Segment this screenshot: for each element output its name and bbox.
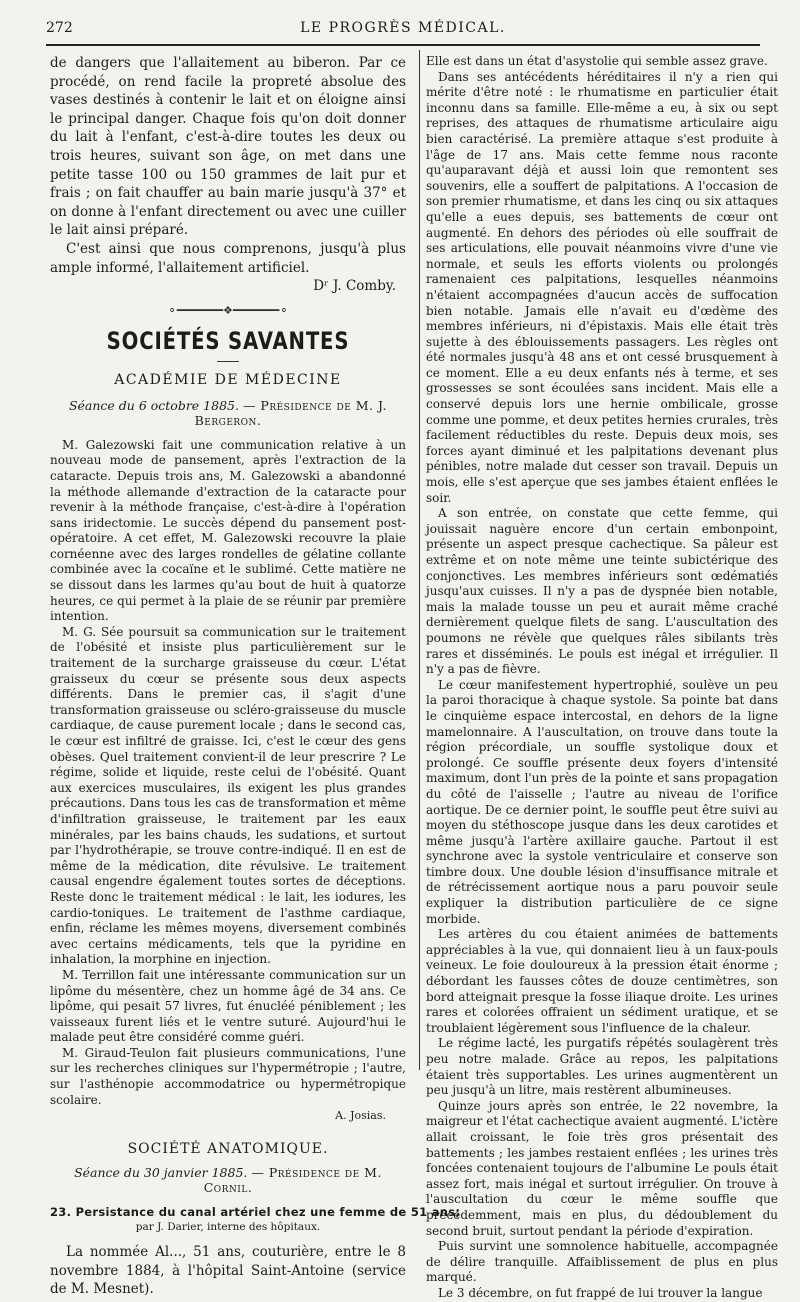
society-session bbox=[50, 1165, 406, 1195]
society-session-date: Séance du 30 janvier 1885. bbox=[74, 1165, 248, 1181]
intro-paragraph-2: C'est ainsi que nous comprenons, jusqu'à plus ample informé, l'allaitement artificiel. bbox=[50, 240, 406, 276]
society-title: SOCIÉTÉ ANATOMIQUE. bbox=[127, 1141, 329, 1158]
right-paragraph-9: Le 3 décembre, on fut frappé de lui trouver la langue bbox=[438, 1285, 763, 1300]
paragraph-see: M. G. Sée poursuit sa communication sur le traitement de l'obésité et insiste plus particulièrement sur le traitement de la surcharge graisseuse du cœur. L'état graisseux du cœur se présente sous deux aspects différents. Dans le premier cas, il s'agit d'une transformation graisseuse ou scléro-graisseuse du muscle cardiaque, de cause purement locale ; dans le second cas, le cœur est infiltré de graisse. Ici, c'est le cœur des gens obèses. Quel traitement convient-il de leur prescrire ? Le régime, solide et liquide, reste celui de l'obésité. Quant aux exercices musculaires, ils exigent les plus grandes précautions. Dans tous les cas de transformation et même d'infiltration graisseuse, le traitement par les eaux minérales, par les bains chauds, les sudations, et surtout par l'hydrothérapie, se trouve contre-indiqué. Il en est de même de la médication, dite révulsive. Le traitement causal engendre également toutes sortes de déceptions. Reste donc le traitement médical : le lait, les iodures, les cardio-toniques. Le traitement de l'asthme cardiaque, enfin, réclame les mêmes moyens, diversement combinés avec certains médicaments, tels que la pyridine en inhalation, la morphine en injection. bbox=[50, 624, 406, 967]
page-header bbox=[46, 18, 760, 46]
right-paragraph-3: A son entrée, on constate que cette femme, qui jouissait naguère encore d'un certain embonpoint, présente un aspect presque cachectique. Sa pâleur est extrême et on note même une teinte subictérique des conjonctives. Les membres inférieurs sont œdématiés jusqu'aux cuisses. Il n'y a pas de dyspnée bien notable, mais la malade tousse un peu et aurait même craché dernièrement quelque filets de sang. L'auscultation des poumons ne révèle que quelques râles sibilants très rares et disséminés. Le pouls est inégal et irrégulier. Il n'y a pas de fièvre. bbox=[426, 506, 778, 677]
academy-session-presidency: — Présidence de M. J. Bergeron. bbox=[194, 397, 388, 428]
right-paragraph-5: Les artères du cou étaient animées de battements appréciables à la vue, qui donnaient lieu à un faux-pouls veineux. Le foie douloureux à la pression était énorme ; débordant les fausses côtes de douze centimètres, son bord atteignait presque la fosse iliaque droite. Les urines rares et colorées offraient un sédiment uratique, et se troublaient légèrement sous l'influence de la chaleur. bbox=[426, 927, 778, 1035]
right-paragraph-1: Elle est dans un état d'asystolie qui semble assez grave. bbox=[426, 54, 768, 68]
josias-signature: A. Josias. bbox=[335, 1109, 386, 1123]
academy-session bbox=[50, 398, 406, 428]
academy-title: ACADÉMIE DE MÉDECINE bbox=[114, 371, 342, 388]
right-paragraph-8: Puis survint une somnolence habituelle, accompagnée de délire tranquille. Affaiblissement de plus en plus marqué. bbox=[426, 1239, 778, 1285]
right-paragraph-2: Dans ses antécédents héréditaires il n'y a rien qui mérite d'être noté : le rhumatisme en particulier était inconnu dans sa famille. Elle-même a eu, à six ou sept reprises, des attaques de rhumatisme articulaire aigu bien caractérisé. La première attaque s'est produite à l'âge de 17 ans. Mais cette femme nous raconte qu'auparavant déjà et aussi loin que remontent ses souvenirs, elle a souffert de palpitations. A l'occasion de son premier rhumatisme, et dans les cinq ou six attaques qu'elle a eues depuis, ses battements de cœur ont augmenté. En dehors des périodes où elle souffrait de ses articulations, elle pouvait néanmoins vivre d'une vie normale, et seuls les efforts violents ou prolongés ramenaient ces palpitations, lesquelles néanmoins n'étaient accompagnées d'aucun accès de suffocation bien notable. Jamais elle n'avait eu d'œdème des membres inférieurs, ni d'épistaxis. Mais elle était très sujette à des éblouissements passagers. Les règles ont été normales jusqu'à 48 ans et ont cessé brusquement à ce moment. Elle a eu deux enfants nés à terme, et ses grossesses se sont écoulées sans incident. Mais elle a conservé depuis lors une hernie ombilicale, grosse comme une pomme, et deux petites hernies crurales, très facilement réductibles du reste. Depuis deux mois, ses forces ayant diminué et les palpitations devenant plus pénibles, notre malade dut cesser son travail. Depuis un mois, elle s'est aperçue que ses jambes étaient enflées le soir. bbox=[426, 69, 778, 505]
intro-signature-row bbox=[50, 277, 406, 296]
paragraph-galezowski: M. Galezowski fait une communication relative à un nouveau mode de pansement, après l'extraction de la cataracte. Depuis trois ans, M. Galezowski a abandonné la méthode allemande d'extraction de la cataracte pour revenir à la méthode française, c'est-à-dire à l'opération sans iridectomie. Le succès dépend du pansement post-opératoire. A cet effet, M. Galezowski recouvre la plaie cornéenne avec des larges rondelles de gélatine collante combinée avec la cocaïne et le sublimé. Cette matière ne se dissout dans les larmes qu'au bout de huit à quatorze heures, ce qui permet à la plaie de se réunir par première intention. bbox=[50, 437, 406, 624]
article-byline: par J. Darier, interne des hôpitaux. bbox=[135, 1221, 321, 1234]
article-title: 23. Persistance du canal artériel chez une femme de 51 ans; bbox=[50, 1205, 461, 1220]
article-opening-paragraph: La nommée Al..., 51 ans, couturière, entre le 8 novembre 1884, à l'hôpital Saint-Antoine (service de M. Mesnet). bbox=[50, 1244, 406, 1298]
ornament-divider: ⚬━━━━━━━❖━━━━━━━⚬ bbox=[167, 303, 289, 317]
left-column bbox=[50, 54, 461, 1299]
intro-paragraph-1: de dangers que l'allaitement au biberon. Par ce procédé, on rend facile la propreté absolue des vases destinés à contenir le lait et on éloigne ainsi le principal danger. Chaque fois qu'on doit donner du lait à l'enfant, c'est-à-dire toutes les deux ou trois heures, suivant son âge, on met dans une petite tasse 100 ou 150 grammes de lait pur et frais ; on fait chauffer au bain marie jusqu'à 37° et on donne à l'enfant directement ou avec une cuiller le lait ainsi préparé. bbox=[50, 55, 406, 239]
running-title: LE PROGRÈS MÉDICAL. bbox=[300, 20, 506, 36]
intro-signature: Dʳ J. Comby. bbox=[313, 278, 396, 295]
section-title: SOCIÉTÉS SAVANTES bbox=[106, 326, 350, 355]
paragraph-terrillon: M. Terrillon fait une intéressante communication sur un lipôme du mésentère, chez un homme âgé de 34 ans. Ce lipôme, qui pesait 57 livres, fut énucléé péniblement ; les vaisseaux furent liés et le ventre suturé. Aujourd'hui le malade peut être considéré comme guéri. bbox=[50, 967, 406, 1045]
paragraph-giraud-teulon: M. Giraud-Teulon fait plusieurs communications, l'une sur les recherches cliniques sur l'hypermétropie ; l'autre, sur l'asthénopie accommodatrice ou hypermétropique scolaire. bbox=[50, 1045, 406, 1107]
page-number: 272 bbox=[46, 20, 73, 36]
society-session-presidency: — Présidence de M. Cornil. bbox=[203, 1165, 382, 1196]
column-divider bbox=[419, 50, 420, 1070]
short-rule bbox=[217, 361, 239, 362]
josias-signature-row bbox=[50, 1108, 406, 1123]
academy-session-date: Séance du 6 octobre 1885. bbox=[68, 397, 239, 413]
right-paragraph-7: Quinze jours après son entrée, le 22 novembre, la maigreur et l'état cachectique avaient augmenté. L'ictère allait croissant, le foie très gros présentait des battements ; les jambes restaient enflées ; les urines très foncées contenaient toujours de l'albumine Le pouls était assez fort, mais inégal et surtout irrégulier. On trouve à l'auscultation du cœur le même souffle que précédemment, mais en plus, du dédoublement du second bruit, surtout pendant la période d'expiration. bbox=[426, 1098, 778, 1238]
right-column bbox=[426, 54, 778, 1302]
right-paragraph-4: Le cœur manifestement hypertrophié, soulève un peu la paroi thoracique à chaque systole. Sa pointe bat dans le cinquième espace intercostal, en dehors de la ligne mamelonnaire. A l'auscultation, on trouve dans toute la région précordiale, un souffle systolique doux et prolongé. Ce souffle présente deux foyers d'intensité maximum, dont l'un près de la pointe et sans propagation du côté de l'aisselle ; l'autre au niveau de l'orifice aortique. De ce dernier point, le souffle peut être suivi au moyen du stéthoscope jusque dans les deux carotides et même jusqu'à l'artère axillaire gauche. Partout il est synchrone avec la systole ventriculaire et conserve son timbre doux. Une double lésion d'insuffisance mitrale et de rétrécissement aortique nous a paru pouvoir seule expliquer la distribution particulière de ce signe morbide. bbox=[426, 677, 778, 926]
right-paragraph-6: Le régime lacté, les purgatifs répétés soulagèrent très peu notre malade. Grâce au repos, les palpitations étaient très supportables. Les urines augmentèrent un peu jusqu'à un litre, mais restèrent albumineuses. bbox=[426, 1036, 778, 1098]
